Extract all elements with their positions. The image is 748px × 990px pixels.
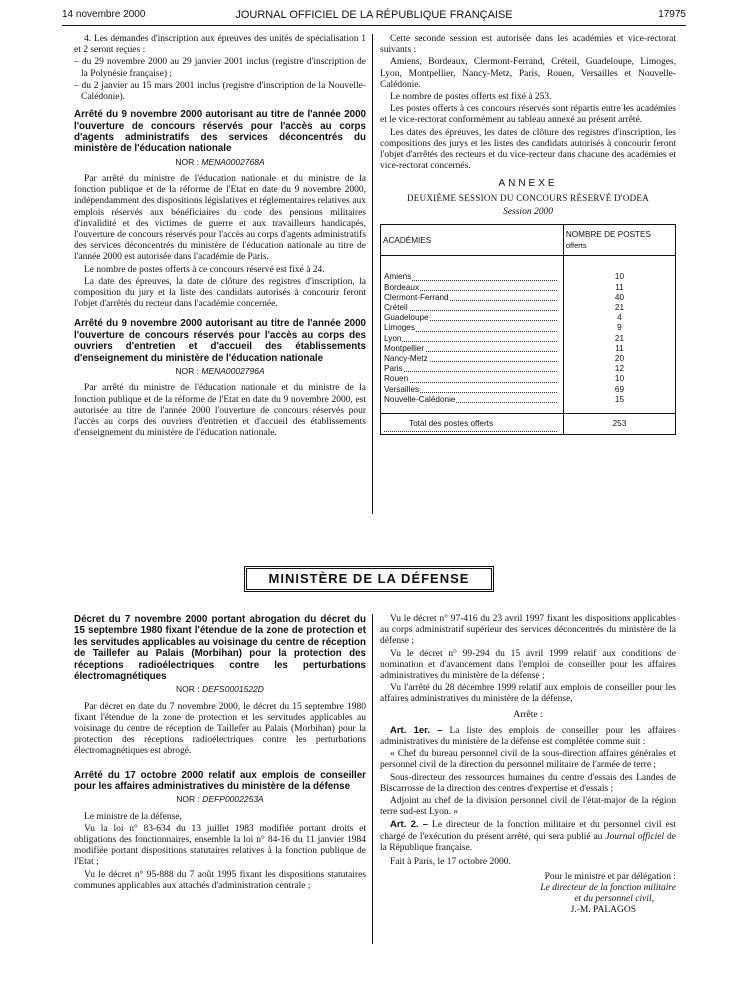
spacer-cell	[563, 405, 675, 414]
nor-reference	[74, 794, 366, 805]
header-date: 14 novembre 2000	[62, 9, 146, 20]
academy-name-cell	[381, 364, 564, 374]
header-line: NOMBRE DE POSTES	[565, 230, 651, 240]
nor-label: NOR :	[176, 684, 200, 695]
academy-name: Clermont-Ferrand	[384, 292, 449, 302]
article-text: La liste des emplois de conseiller pour les affaires administratives du ministère de la défense est complétée comme suit :	[380, 725, 677, 748]
paragraph: – du 29 novembre 2000 au 29 janvier 2001 inclus (registre d'inscription de la Polynésie française) ;	[74, 57, 366, 79]
academy-postes: 10	[563, 272, 675, 282]
nor-code: DEFS0001522D	[202, 684, 264, 695]
arrete-heading: Arrête :	[513, 709, 543, 720]
table-row	[381, 293, 676, 303]
table-row	[381, 323, 676, 333]
decret-title: Décret du 7 novembre 2000 portant abrogation du décret du 15 septembre 1980 fixant l'étendue de la zone de protection et les servitudes applicables au voisinage du centre de réception de Taillefer au Palais (Morbihan) pour la protection des réceptions radioélectriques contre les perturbations électromagnétiques	[74, 614, 366, 683]
bottom-right-column	[380, 614, 676, 916]
total-value: 253	[563, 414, 675, 435]
nor-reference	[74, 157, 366, 168]
ministry-heading: MINISTÈRE DE LA DÉFENSE	[244, 566, 494, 592]
table-row	[381, 303, 676, 313]
academy-name-cell	[381, 293, 564, 303]
session-label: Session 2000	[503, 206, 553, 217]
signatory-name: J.-M. PALAGOS	[570, 905, 636, 916]
academy-postes: 69	[563, 385, 675, 395]
annexe-heading: ANNEXE	[498, 178, 558, 190]
table-total-row	[381, 414, 676, 435]
spacer-cell	[381, 256, 564, 273]
academy-postes: 4	[563, 313, 675, 323]
academy-name-cell	[381, 385, 564, 395]
paragraph: Par décret en date du 7 novembre 2000, le décret du 15 septembre 1980 fixant l'étendue de la zone de protection et les servitudes applicables au voisinage du centre de réception de Taillefer au Palais (Morbihan) pour la protection des réceptions radioélectriques contre les perturbations électromagnétiques est abrogé.	[74, 701, 366, 757]
paragraph: Vu le décret n° 95-888 du 7 août 1995 fixant les dispositions statutaires communes applicables aux attachés d'administration centrale ;	[74, 869, 366, 891]
page-header	[62, 9, 686, 23]
academy-name: Guadeloupe	[384, 313, 429, 323]
header-rule	[62, 25, 686, 26]
table-header-academies: ACADÉMIES	[381, 225, 564, 256]
nor-code: DEFP0002253A	[202, 794, 264, 805]
article-label: Art. 2. –	[390, 819, 429, 831]
academy-postes: 12	[563, 364, 675, 374]
nor-label: NOR :	[176, 794, 200, 805]
header-page-number: 17975	[658, 9, 686, 20]
column-divider	[372, 34, 373, 514]
article-label: Art. 1er. –	[390, 724, 443, 736]
paragraph: « Chef du bureau personnel civil de la sous-direction affaires générales et personnel civil de la direction du personnel militaire de l'armée de terre ;	[380, 749, 676, 771]
academy-postes: 9	[563, 323, 675, 333]
nor-code: MENA0002768A	[201, 156, 265, 167]
table-row	[381, 374, 676, 384]
table-row	[381, 272, 676, 282]
signature-line: et du personnel civil,	[574, 894, 654, 905]
table-row	[381, 364, 676, 374]
paragraph: Les postes offerts à ces concours réservés sont répartis entre les académies et le vice-rectorat conformément au tableau annexé au présent arrêté.	[380, 104, 676, 126]
paragraph: Vu le décret n° 99-294 du 15 avril 1999 relatif aux conditions de nomination et d'avancement dans l'emploi de conseiller pour les affaires administratives du ministère de la défense ;	[380, 648, 676, 682]
academy-name: Paris	[384, 364, 403, 374]
academy-name: Rouen	[384, 374, 409, 384]
academy-name: Lyon	[384, 333, 402, 343]
nor-reference	[74, 684, 366, 695]
table-row	[381, 354, 676, 364]
paragraph: La date des épreuves, la date de clôture des registres d'inscription, la composition du jury et la liste des candidats autorisés à concourir feront l'objet d'arrêtés du recteur dans l'académie concernée.	[74, 276, 366, 310]
table-row	[381, 395, 676, 405]
spacer-cell	[381, 405, 564, 414]
nor-label: NOR :	[175, 156, 199, 167]
academy-name: Amiens	[384, 272, 412, 282]
table-row	[381, 385, 676, 395]
paragraph: Le ministre de la défense,	[84, 811, 182, 822]
table-row	[381, 334, 676, 344]
paragraph: Adjoint au chef de la division personnel civil de l'état-major de la région terre sud-est Lyon. »	[380, 796, 676, 818]
academy-name-cell	[381, 272, 564, 282]
total-label: Total des postes offerts	[409, 419, 494, 429]
academy-name-cell	[381, 334, 564, 344]
academy-name-cell	[381, 395, 564, 405]
paragraph: Cette seconde session est autorisée dans les académies et vice-rectorat suivants :	[380, 34, 676, 56]
header-title: JOURNAL OFFICIEL DE LA RÉPUBLIQUE FRANÇAISE	[235, 9, 513, 21]
signature-block	[380, 872, 676, 916]
nor-label: NOR :	[175, 366, 199, 377]
paragraph: – du 2 janvier au 15 mars 2001 inclus (registre d'inscription de la Nouvelle-Calédonie).	[74, 80, 366, 103]
paragraph: Amiens, Bordeaux, Clermont-Ferrand, Créteil, Guadeloupe, Limoges, Lyon, Montpellier, Nancy-Metz, Paris, Rouen, Versailles et Nouvelle-Calédonie.	[380, 57, 676, 90]
paragraph: Par arrêté du ministre de l'éducation nationale et du ministre de la fonction publique et de la réforme de l'Etat en date du 9 novembre 2000, est autorisée au titre de l'année 2000 l'ouverture de concours réservés pour l'accès au corps des ouvriers d'entretien et d'accueil des établissements d'enseignement du ministère de l'éducation nationale.	[74, 383, 366, 439]
date-line: Fait à Paris, le 17 octobre 2000.	[390, 857, 511, 868]
paragraph: Par arrêté du ministre de l'éducation nationale et du ministre de la fonction publique et de la réforme de l'Etat en date du 9 novembre 2000, indépendamment des dispositions législatives et réglementaires relatives aux emplois réservés aux bénéficiaires du code des pensions militaires d'invalidité et des victimes de guerre et aux travailleurs handicapés, l'ouverture de concours réservés pour l'accès au corps d'agents administratifs des services déconcentrés du ministère de l'éducation nationale au titre de l'année 2000 est autorisée dans l'académie de Paris.	[74, 174, 366, 263]
spacer-cell	[563, 256, 675, 273]
article-text: Le directeur de la fonction militaire et du personnel civil est chargé de l'exécution du présent arrêté, qui sera publié au	[380, 820, 676, 842]
academy-postes: 40	[563, 293, 675, 303]
journal-officiel-italic: Journal officiel	[605, 831, 665, 842]
academy-postes: 21	[563, 303, 675, 313]
academy-name: Montpellier	[384, 343, 425, 353]
academy-postes: 11	[563, 283, 675, 293]
academy-name-cell	[381, 354, 564, 364]
academy-name-cell	[381, 374, 564, 384]
academy-name-cell	[381, 344, 564, 354]
academy-name-cell	[381, 313, 564, 323]
paragraph: Le nombre de postes offerts à ce concours réservé est fixé à 24.	[84, 264, 325, 275]
academy-name: Nouvelle-Calédonie	[384, 394, 456, 404]
total-label-cell	[381, 414, 564, 435]
paragraph: Vu la loi n° 83-634 du 13 juillet 1983 modifiée portant droits et obligations des fonctionnaires, ensemble la loi n° 84-16 du 11 janvier 1984 modifiée portant dispositions statutaires relatives à la fonction publique de l'Etat ;	[74, 823, 366, 868]
academy-postes: 20	[563, 354, 675, 364]
paragraph: Sous-directeur des ressources humaines du centre d'essais des Landes de Biscarrosse de la direction des centres d'expertise et d'essais ;	[380, 772, 676, 794]
arrete-title: Arrêté du 9 novembre 2000 autorisant au titre de l'année 2000 l'ouverture de concours réservés pour l'accès au corps des ouvriers d'entretien et d'accueil des établissements d'enseignement du ministère de l'éducation nationale	[74, 318, 366, 364]
arrete-title: Arrêté du 17 octobre 2000 relatif aux emplois de conseiller pour les affaires administratives du ministère de la défense	[74, 769, 366, 793]
academy-name-cell	[381, 303, 564, 313]
table-row	[381, 313, 676, 323]
table-row	[381, 283, 676, 293]
academy-postes: 10	[563, 374, 675, 384]
article-2	[380, 819, 676, 854]
academies-table	[380, 224, 676, 435]
article-text: de la République française.	[380, 831, 676, 853]
academy-name: Bordeaux	[384, 282, 420, 292]
academy-name: Nancy-Metz	[384, 354, 428, 364]
academy-name-cell	[381, 323, 564, 333]
table-row	[381, 344, 676, 354]
nor-reference	[74, 366, 366, 377]
annexe-subheading: DEUXIÈME SESSION DU CONCOURS RÉSERVÉ D'ODEA	[406, 192, 650, 203]
paragraph: Le nombre de postes offerts est fixé à 253.	[390, 92, 552, 103]
academy-name: Limoges	[384, 323, 415, 333]
signature-line: Pour le ministre et par délégation :	[544, 872, 676, 883]
academy-name: Créteil	[384, 303, 408, 313]
arrete-title: Arrêté du 9 novembre 2000 autorisant au titre de l'année 2000 l'ouverture de concours réservés pour l'accès au corps d'agents administratifs des services déconcentrés du ministère de l'éducation nationale	[74, 109, 366, 155]
article-1	[380, 725, 676, 748]
top-right-column	[380, 34, 676, 435]
signature-line: Le directeur de la fonction militaire	[540, 883, 676, 894]
academy-postes: 11	[563, 344, 675, 354]
top-left-column	[74, 34, 366, 440]
paragraph: Vu l'arrêté du 28 décembre 1999 relatif aux emplois de conseiller pour les affaires administratives du ministère de la défense,	[380, 683, 676, 705]
academy-name-cell	[381, 283, 564, 293]
nor-code: MENA0002796A	[201, 366, 265, 377]
paragraph: 4. Les demandes d'inscription aux épreuves des unités de spécialisation 1 et 2 seront reçues :	[74, 34, 366, 56]
table-body	[381, 256, 676, 405]
academy-postes: 15	[563, 395, 675, 405]
header-line: offerts	[565, 241, 587, 251]
column-divider	[372, 614, 373, 944]
paragraph: Vu le décret n° 97-416 du 23 avril 1997 fixant les dispositions applicables au corps administratif supérieur des services déconcentrés du ministère de la défense ;	[380, 614, 676, 647]
academy-name: Versailles	[384, 384, 420, 394]
academy-postes: 21	[563, 334, 675, 344]
paragraph: Les dates des épreuves, les dates de clôture des registres d'inscription, les compositions des jurys et les listes des candidats autorisés à concourir feront l'objet d'arrêtés des recteurs et du vice-recteur dans chacune des académies et vice-rectorat concernés.	[380, 127, 676, 172]
bottom-left-column	[74, 614, 366, 893]
table-header-postes	[563, 225, 675, 256]
